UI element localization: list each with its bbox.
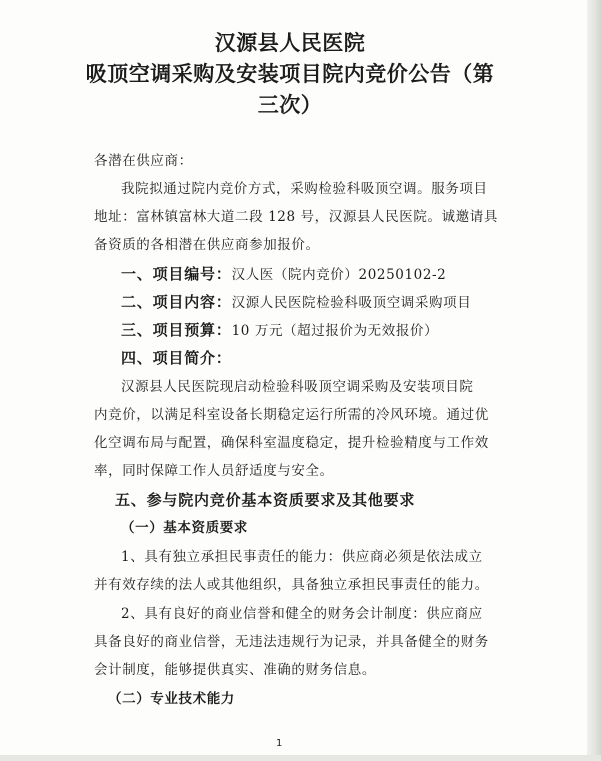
item-project-content [121,293,471,312]
item-project-number-label: 一、项目编号： [121,265,232,283]
item-project-intro-heading: 四、项目简介： [121,349,232,367]
intro-paragraph-line-2: 内竞价，以满足科室设备长期稳定运行所需的冷风环境。通过优 [94,407,489,423]
intro-paragraph-line-3: 化空调布局与配置，确保科室温度稳定，提升检验精度与工作效 [94,435,489,451]
item-project-budget [121,321,438,340]
item-project-content-label: 二、项目内容： [121,293,232,311]
intro-paragraph-line-1: 汉源县人民医院现启动检验科吸顶空调采购及安装项目院 [121,379,474,395]
title-announcement: 吸顶空调采购及安装项目院内竞价公告（第 [85,61,495,86]
salutation: 各潜在供应商： [94,153,193,169]
requirement-2-line-3: 会计制度，能够提供真实、准确的财务信息。 [94,662,376,678]
item-project-content-value: 汉源人民医院检验科吸顶空调采购项目 [231,295,472,311]
requirement-1-line-2: 并有效存续的法人或其他组织，具备独立承担民事责任的能力。 [94,577,489,593]
subsection-basic-qualifications: （一）基本资质要求 [121,520,248,536]
section-5-heading: 五、参与院内竞价基本资质要求及其他要求 [115,491,416,509]
requirement-2-line-1: 2、具有良好的商业信誉和健全的财务会计制度：供应商应 [121,606,483,622]
intro-line-1: 我院拟通过院内竞价方式，采购检验科吸顶空调。服务项目 [121,181,488,197]
item-project-budget-value: 10 万元（超过报价为无效报价） [231,323,439,339]
intro-paragraph-line-4: 率，同时保障工作人员舒适度与安全。 [94,463,334,479]
subsection-technical-capability: （二）专业技术能力 [108,691,235,707]
item-project-number [121,265,446,284]
scan-bottom-edge [0,755,601,761]
scan-edge-shadow [587,0,601,761]
requirement-1-line-1: 1、具有独立承担民事责任的能力：供应商必须是依法成立 [121,549,483,565]
intro-line-3: 备资质的各相潜在供应商参加报价。 [94,237,320,253]
title-announcement-cont: 三次） [257,92,323,117]
intro-line-2: 地址：富林镇富林大道二段 128 号，汉源县人民医院。诚邀请具 [94,209,498,225]
title-hospital-name: 汉源县人民医院 [214,30,366,55]
item-project-budget-label: 三、项目预算： [121,321,232,339]
page-number: 1 [276,738,283,749]
item-project-number-value: 汉人医（院内竞价）20250102-2 [231,267,447,283]
requirement-2-line-2: 具备良好的商业信誉，无违法违规行为记录，并具备健全的财务 [94,634,489,650]
